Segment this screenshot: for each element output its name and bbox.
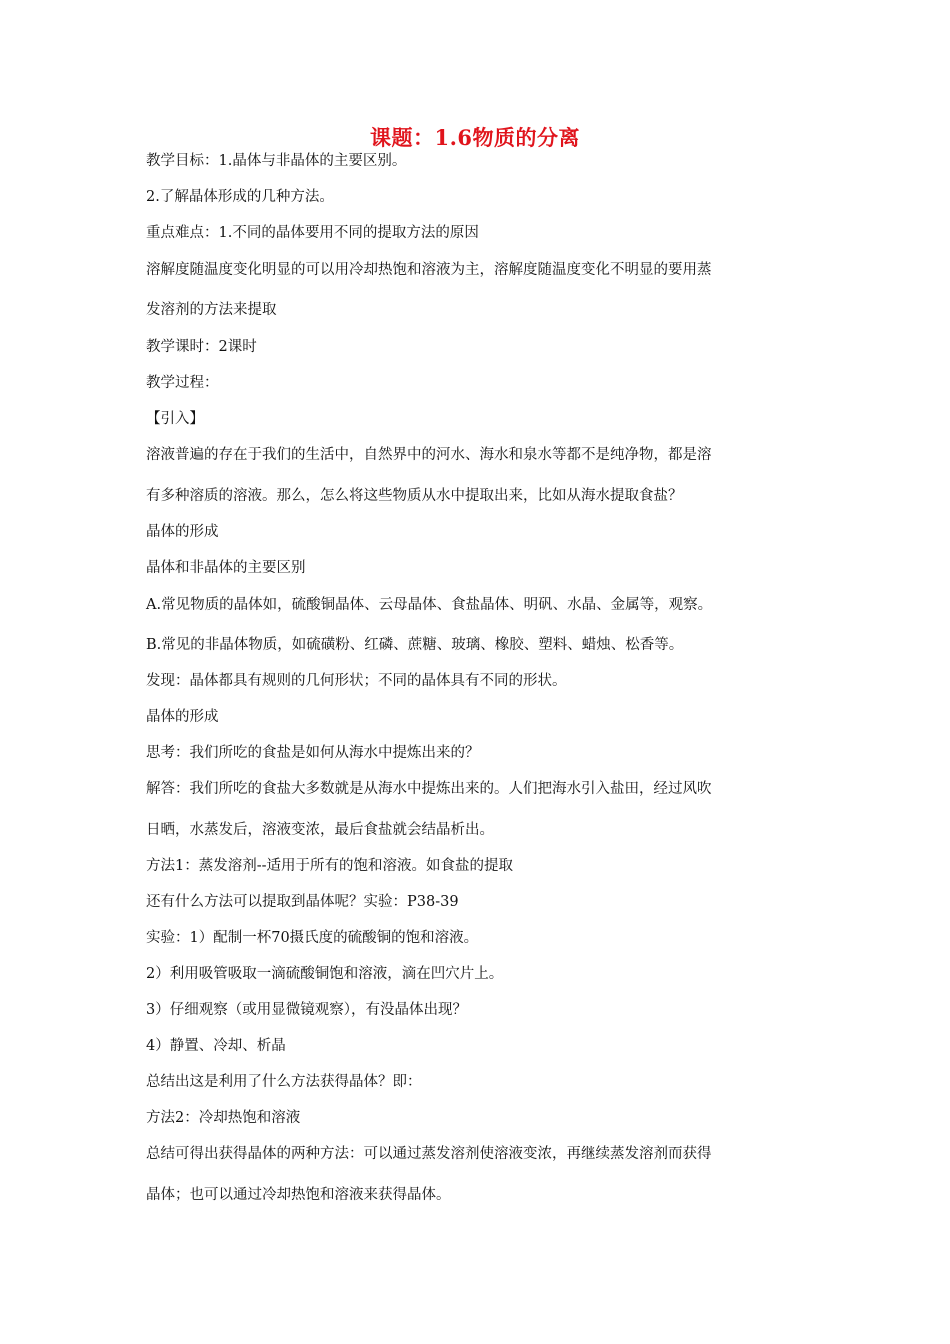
experiment-step-1: 实验：1）配制一杯70摄氏度的硫酸铜的饱和溶液。 [146,930,479,946]
discovery-line: 发现：晶体都具有规则的几何形状；不同的晶体具有不同的形状。 [146,673,567,689]
introduction-heading: 【引入】 [146,411,204,427]
experiment-step-2: 2）利用吸管吸取一滴硫酸铜饱和溶液，滴在凹穴片上。 [146,966,504,982]
conclusion-line-2: 晶体；也可以通过冷却热饱和溶液来获得晶体。 [146,1187,451,1203]
experiment-step-4: 4）静置、冷却、析晶 [146,1038,286,1054]
teaching-goal-line-1: 教学目标：1.晶体与非晶体的主要区别。 [146,153,407,169]
other-method-question-line: 还有什么方法可以提取到晶体呢？实验：P38-39 [146,894,459,910]
crystal-difference-heading: 晶体和非晶体的主要区别 [146,560,306,576]
conclusion-line-1: 总结可得出获得晶体的两种方法：可以通过蒸发溶剂使溶液变浓，再继续蒸发溶剂而获得 [146,1146,712,1162]
method-2-line: 方法2：冷却热饱和溶液 [146,1110,301,1126]
summary-question-line: 总结出这是利用了什么方法获得晶体？即： [146,1074,422,1090]
crystal-formation-heading: 晶体的形成 [146,524,219,540]
document-title: 课题：1.6物质的分离 [369,125,581,150]
class-hours-line: 教学课时：2课时 [146,339,257,355]
teaching-process-line: 教学过程： [146,375,219,391]
intro-paragraph-line-2: 有多种溶质的溶液。那么，怎么将这些物质从水中提取出来，比如从海水提取食盐？ [146,488,683,504]
method-1-line: 方法1：蒸发溶剂--适用于所有的饱和溶液。如食盐的提取 [146,858,514,874]
intro-paragraph-line-1: 溶液普遍的存在于我们的生活中，自然界中的河水、海水和泉水等都不是纯净物，都是溶 [146,447,712,463]
crystal-formation-heading-2: 晶体的形成 [146,709,219,725]
answer-line-2: 日晒，水蒸发后，溶液变浓，最后食盐就会结晶析出。 [146,822,494,838]
answer-line-1: 解答：我们所吃的食盐大多数就是从海水中提炼出来的。人们把海水引入盐田，经过风吹 [146,781,712,797]
non-crystal-examples-line: B.常见的非晶体物质，如硫磺粉、红磷、蔗糖、玻璃、橡胶、塑料、蜡烛、松香等。 [146,637,684,653]
solubility-line-1: 溶解度随温度变化明显的可以用冷却热饱和溶液为主，溶解度随温度变化不明显的要用蒸 [146,262,712,278]
teaching-goal-line-2: 2.了解晶体形成的几种方法。 [146,189,334,205]
key-difficulty-line: 重点难点：1.不同的晶体要用不同的提取方法的原因 [146,225,479,241]
crystal-examples-line: A.常见物质的晶体如，硫酸铜晶体、云母晶体、食盐晶体、明矾、水晶、金属等，观察。 [146,597,713,613]
experiment-step-3: 3）仔细观察（或用显微镜观察），有没晶体出现？ [146,1002,467,1018]
thinking-question-line: 思考：我们所吃的食盐是如何从海水中提炼出来的？ [146,745,480,761]
solubility-line-2: 发溶剂的方法来提取 [146,302,277,318]
